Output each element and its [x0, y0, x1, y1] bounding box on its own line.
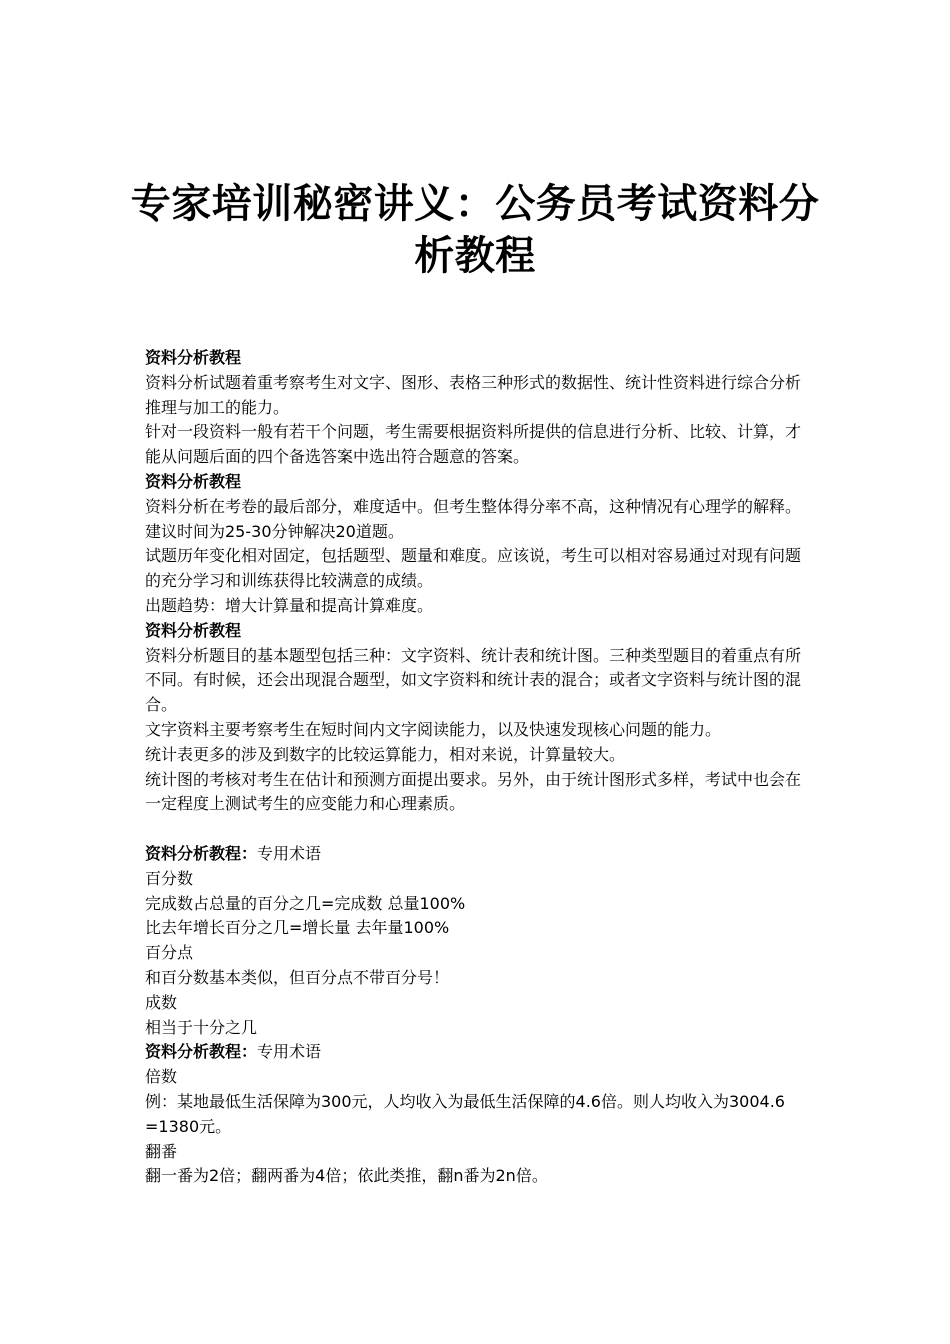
paragraph: 资料分析在考卷的最后部分，难度适中。但考生整体得分率不高，这种情况有心理学的解释。	[145, 496, 802, 516]
paragraph: 文字资料主要考察考生在短时间内文字阅读能力，以及快速发现核心问题的能力。	[145, 719, 722, 739]
section-heading: 资料分析教程	[145, 471, 242, 491]
document-body	[145, 346, 809, 1189]
paragraph: 资料分析题目的基本题型包括三种：文字资料、统计表和统计图。三种类型题目的着重点有所不同。有时候，还会出现混合题型，如文字资料和统计表的混合；或者文字资料与统计图的混合。	[145, 645, 802, 715]
paragraph: 针对一段资料一般有若干个问题，考生需要根据资料所提供的信息进行分析、比较、计算，才能从问题后面的四个备选答案中选出符合题意的答案。	[145, 422, 802, 467]
paragraph: 成数	[145, 992, 178, 1012]
paragraph: 资料分析试题着重考察考生对文字、图形、表格三种形式的数据性、统计性资料进行综合分析推理与加工的能力。	[145, 372, 802, 417]
paragraph: 试题历年变化相对固定，包括题型、题量和难度。应该说，考生可以相对容易通过对现有问题的充分学习和训练获得比较满意的成绩。	[145, 546, 802, 591]
paragraph: 翻番	[145, 1141, 178, 1161]
paragraph: 统计图的考核对考生在估计和预测方面提出要求。另外，由于统计图形式多样，考试中也会在一定程度上测试考生的应变能力和心理素质。	[145, 769, 802, 814]
paragraph: 倍数	[145, 1067, 178, 1087]
section-heading: 资料分析教程	[145, 348, 242, 367]
blank-line	[145, 817, 809, 842]
paragraph: 相当于十分之几	[145, 1017, 258, 1037]
section-heading	[145, 1040, 809, 1065]
section-heading	[145, 842, 809, 867]
paragraph: 建议时间为25-30分钟解决20道题。	[145, 521, 404, 541]
section-heading-topic: 专用术语	[257, 1042, 322, 1062]
paragraph: 百分点	[145, 943, 194, 963]
section-heading-topic: 专用术语	[257, 843, 322, 863]
paragraph: 和百分数基本类似，但百分点不带百分号！	[145, 967, 450, 987]
section-heading-lead: 资料分析教程：	[145, 1042, 258, 1062]
section-heading-lead: 资料分析教程：	[145, 843, 258, 863]
paragraph: 例：某地最低生活保障为300元，人均收入为最低生活保障的4.6倍。则人均收入为3004.6 =1380元。	[145, 1091, 785, 1136]
paragraph: 比去年增长百分之几=增长量 去年量100%	[145, 918, 450, 938]
section-heading: 资料分析教程	[145, 620, 242, 640]
paragraph: 完成数占总量的百分之几=完成数 总量100%	[145, 893, 466, 913]
paragraph: 统计表更多的涉及到数字的比较运算能力，相对来说，计算量较大。	[145, 744, 626, 764]
paragraph: 翻一番为2倍；翻两番为4倍；依此类推，翻n番为2n倍。	[145, 1166, 548, 1186]
page-title: 专家培训秘密讲义：公务员考试资料分析教程	[130, 181, 820, 279]
paragraph: 出题趋势：增大计算量和提高计算难度。	[145, 595, 434, 615]
paragraph: 百分数	[145, 868, 194, 888]
